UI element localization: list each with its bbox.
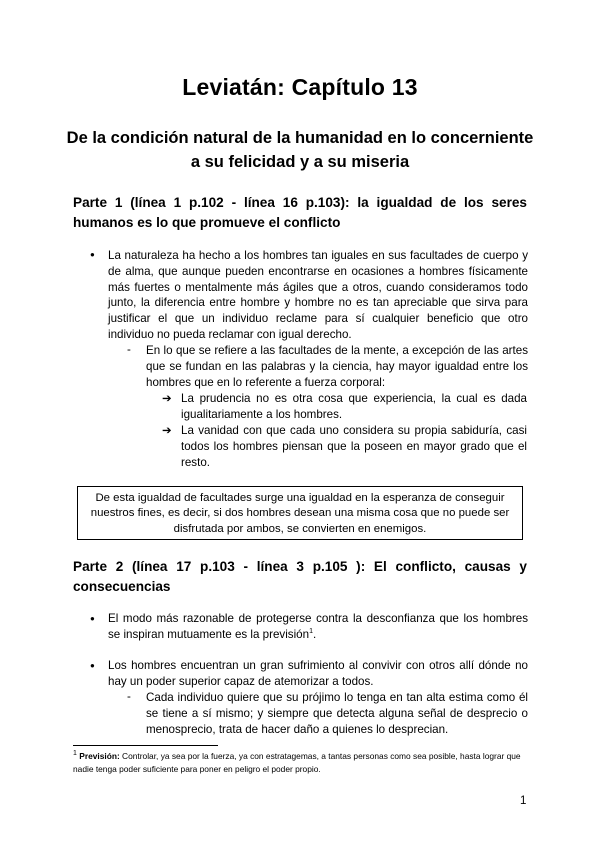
bullet-marker: ● [90, 661, 95, 670]
part2-bullet1 [108, 611, 528, 643]
footnote-label: Previsión: [79, 751, 120, 761]
part2-heading: Parte 2 (línea 17 p.103 - línea 3 p.105 ): El conflicto, causas y consecuencias [73, 559, 527, 594]
arrow-marker: ➔ [162, 424, 172, 437]
summary-box: De esta igualdad de facultades surge una igualdad en la esperanza de conseguir nuestros fines, es decir, si dos hombres desean una misma cosa que no puede ser disfrutada por ambos, se convierten en enemigos. [77, 486, 523, 540]
bullet-marker: ● [90, 614, 95, 623]
part1-arrow1: La prudencia no es otra cosa que experiencia, la cual es dada igualitariamente a los hombres. [181, 392, 527, 421]
footnote-ref[interactable]: 1 [309, 627, 313, 635]
part2-bullet1-end: . [312, 627, 317, 641]
part2-bullet2: Los hombres encuentran un gran sufrimiento al convivir con otros allí dónde no hay un poder superior capaz de atemorizar a todos. [108, 659, 528, 688]
page-title: Leviatán: Capítulo 13 [182, 74, 418, 100]
page-number: 1 [520, 795, 527, 807]
footnote [73, 750, 533, 776]
part2-sub1: Cada individuo quiere que su prójimo lo tenga en tan alta estima como él se tiene a sí mismo; y siempre que detecta alguna señal de desprecio o menosprecio, trata de hacer daño a quienes lo desprecian. [146, 691, 528, 736]
dash-marker: - [127, 343, 131, 356]
page-subtitle: De la condición natural de la humanidad en lo concerniente a su felicidad y a su miseria [66, 129, 534, 171]
dash-marker: - [127, 690, 131, 703]
part1-heading: Parte 1 (línea 1 p.102 - línea 16 p.103): la igualdad de los seres humanos es lo que promueve el conflicto [73, 195, 527, 230]
footnote-divider [73, 745, 218, 746]
part1-bullet1: La naturaleza ha hecho a los hombres tan iguales en sus facultades de cuerpo y de alma, que aunque pueden encontrarse en ocasiones a hombres físicamente más fuertes o mentalmente más ágiles que a otros, cuando consideramos todo junto, la diferencia entre hombre y hombre no es tan apreciable que sirva para justificar el que un individuo reclame para sí cualquier beneficio que otro individuo no pueda reclamar con igual derecho. [108, 249, 528, 341]
part1-sub1: En lo que se refiere a las facultades de la mente, a excepción de las artes que se fundan en las palabras y la ciencia, hay mayor igualdad entre los hombres que en lo referente a fuerza corporal: [146, 344, 528, 389]
part2-bullet1-text: El modo más razonable de protegerse contra la desconfianza que los hombres se inspiran mutuamente es la previsión [108, 612, 528, 641]
arrow-marker: ➔ [162, 392, 172, 405]
footnote-text: Controlar, ya sea por la fuerza, ya con estratagemas, a tantas personas como sea posible, hasta lograr que nadie tenga poder suficiente para poner en peligro el poder propio. [73, 751, 521, 774]
part1-arrow2: La vanidad con que cada uno considera su propia sabiduría, casi todos los hombres piensan que la poseen en mayor grado que el resto. [181, 424, 527, 469]
bullet-marker: ● [90, 250, 95, 259]
footnote-number: 1 [73, 750, 77, 758]
